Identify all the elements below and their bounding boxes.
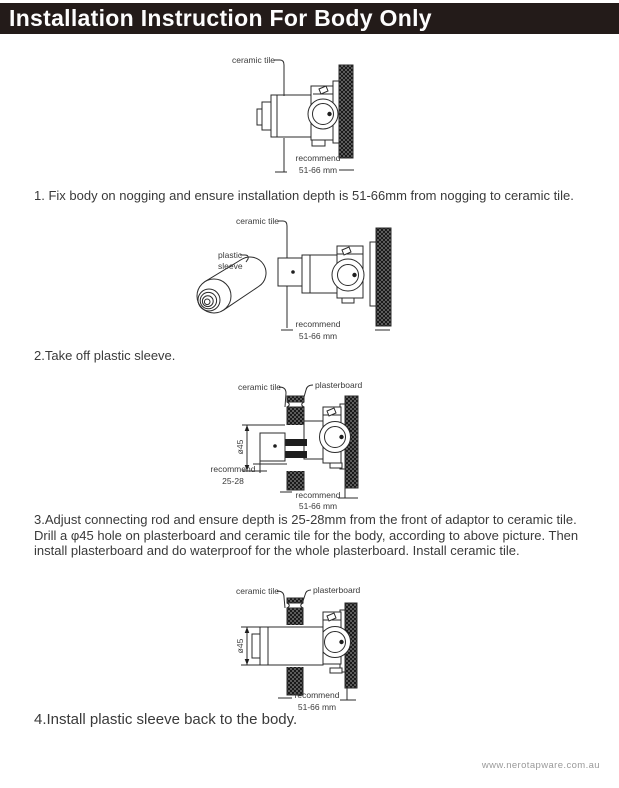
ceramic-tile-label: ceramic tile [232,55,275,65]
diagram-step3-figure [205,377,417,513]
depth-range-label: 51-66 mm [298,331,338,341]
hole-diameter-label: ø45 [235,638,245,654]
diagram-step4-figure [205,585,417,715]
recommend-label: recommend [295,319,341,329]
diagram-step1-figure [222,52,422,187]
step2-instruction: 2.Take off plastic sleeve. [34,348,176,363]
plasterboard-callout [303,585,361,601]
step4-instruction: 4.Install plastic sleeve back to the body. [34,711,298,728]
plasterboard-callout [304,380,363,397]
step1-instruction: 1. Fix body on nogging and ensure installation depth is 51-66mm from nogging to ceramic tile. [34,188,574,203]
step3-line-a: 3.Adjust connecting rod and ensure depth is 25-28mm from the front of adaptor to ceramic tile. [34,512,577,527]
connecting-adaptor [278,258,302,286]
recommend-label: recommend [294,690,340,700]
depth-dimension [280,488,358,511]
ceramic-tile-callout [238,382,286,407]
front-range-label: 25-28 [222,476,244,486]
hole-diameter-label: ø45 [235,439,245,455]
recommend-front-label: recommend [210,464,256,474]
mounting-plate [370,242,376,306]
recommend-label: recommend [295,153,341,163]
ceramic-tile-label: ceramic tile [238,382,281,392]
plasterboard-label: plasterboard [315,380,363,390]
connecting-adaptor [260,433,285,461]
ceramic-tile-callout [236,216,287,230]
nogging-wall [376,228,391,326]
step3-instruction [34,512,590,559]
plasterboard-label: plasterboard [313,585,361,595]
wall-hole [285,425,306,471]
plastic-sleeve-label-line2: sleeve [218,261,243,271]
front-depth-dimension [211,461,287,486]
nogging-wall [339,65,353,158]
depth-range-label: 51-66 mm [297,702,337,712]
step3-line-b: Drill a φ45 hole on plasterboard and ceramic tile for the body, according to above picture. Then install plasterboard and do waterproof for the whole plasterboard. Install ceramic tile. [34,527,579,559]
valve-body [302,246,364,303]
depth-range-label: 51-66 mm [298,165,338,175]
depth-range-label: 51-66 mm [298,501,338,511]
ceramic-tile-callout [232,55,284,70]
depth-dimension [281,319,390,341]
body-with-sleeve [252,627,323,665]
ceramic-tile-callout [236,586,285,608]
valve-body [257,86,338,146]
ceramic-tile-label: ceramic tile [236,586,279,596]
ceramic-tile-label: ceramic tile [236,216,279,226]
page-title: Installation Instruction For Body Only [9,5,432,31]
plastic-sleeve-label-line1: plastic [218,250,243,260]
recommend-label: recommend [295,490,341,500]
footer-website: www.nerotapware.com.au [481,760,600,771]
diagram-step2-figure [190,214,402,346]
header-bar [0,3,619,34]
